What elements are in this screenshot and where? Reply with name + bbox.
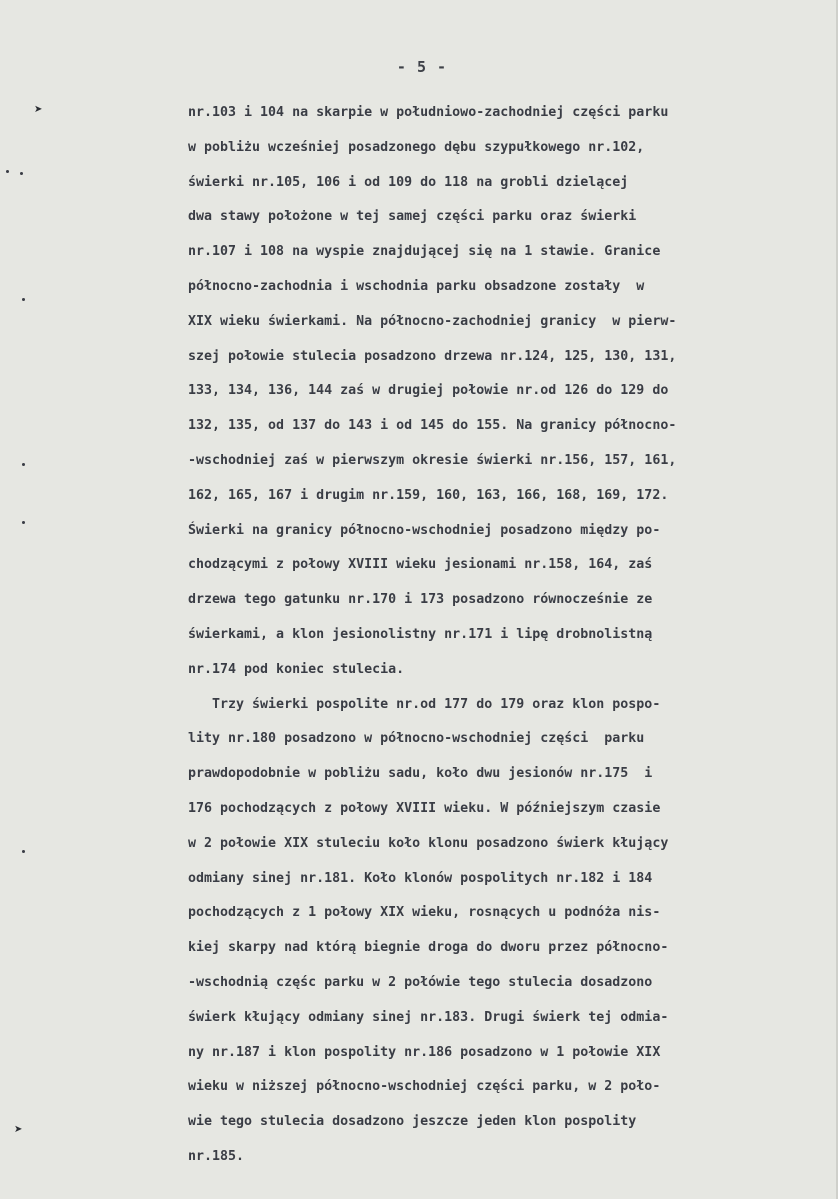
text-line: Świerki na granicy północno-wschodniej posadzono między po-	[188, 522, 661, 538]
text-line: nr.185.	[188, 1148, 245, 1164]
text-line: świerk kłujący odmiany sinej nr.183. Drugi świerk tej odmia-	[188, 1009, 669, 1025]
margin-dot	[6, 170, 9, 173]
text-line: chodzącymi z połowy XVIII wieku jesionami nr.158, 164, zaś	[188, 557, 653, 573]
text-line: prawdopodobnie w pobliżu sadu, koło dwu jesionów nr.175 i	[188, 766, 653, 782]
paragraph-1	[188, 96, 828, 688]
text-line: świerkami, a klon jesionolistny nr.171 i lipę drobnolistną	[188, 626, 653, 642]
margin-tick-mark: ➤	[34, 104, 43, 115]
text-line: świerki nr.105, 106 i od 109 do 118 na grobli dzielącej	[188, 174, 629, 190]
text-line: -wschodnią częśc parku w 2 połówie tego stulecia dosadzono	[188, 974, 653, 990]
margin-dot	[22, 298, 25, 301]
margin-dot	[22, 850, 25, 853]
text-line: lity nr.180 posadzono w północno-wschodniej części parku	[188, 731, 645, 747]
text-line: kiej skarpy nad którą biegnie droga do dworu przez północno-	[188, 940, 669, 956]
page-number: - 5 -	[396, 58, 448, 76]
text-line: 162, 165, 167 i drugim nr.159, 160, 163, 166, 168, 169, 172.	[188, 487, 669, 503]
text-line: Trzy świerki pospolite nr.od 177 do 179 oraz klon pospo-	[188, 696, 661, 712]
text-line: 133, 134, 136, 144 zaś w drugiej połowie nr.od 126 do 129 do	[188, 383, 669, 399]
text-line: nr.174 pod koniec stulecia.	[188, 661, 405, 677]
margin-dot	[20, 172, 23, 175]
text-line: ny nr.187 i klon pospolity nr.186 posadzono w 1 połowie XIX	[188, 1044, 661, 1060]
margin-dot	[22, 521, 25, 524]
text-line: dwa stawy położone w tej samej części parku oraz świerki	[188, 209, 637, 225]
text-line: wie tego stulecia dosadzono jeszcze jeden klon pospolity	[188, 1114, 637, 1130]
paragraph-2	[188, 688, 828, 1175]
text-line: XIX wieku świerkami. Na północno-zachodniej granicy w pierw-	[188, 313, 677, 329]
margin-tick-mark: ➤	[14, 1124, 23, 1135]
text-line: 176 pochodzących z połowy XVIII wieku. W późniejszym czasie	[188, 800, 661, 816]
text-line: drzewa tego gatunku nr.170 i 173 posadzono równocześnie ze	[188, 592, 653, 608]
text-line: pochodzących z 1 połowy XIX wieku, rosnących u podnóża nis-	[188, 905, 661, 921]
document-body	[188, 96, 828, 1175]
text-line: 132, 135, od 137 do 143 i od 145 do 155. Na granicy północno-	[188, 418, 677, 434]
text-line: w 2 połowie XIX stuleciu koło klonu posadzono świerk kłujący	[188, 835, 669, 851]
text-line: nr.103 i 104 na skarpie w południowo-zachodniej części parku	[188, 105, 669, 120]
text-line: nr.107 i 108 na wyspie znajdującej się na 1 stawie. Granice	[188, 244, 661, 260]
margin-dot	[22, 463, 25, 466]
text-line: szej połowie stulecia posadzono drzewa nr.124, 125, 130, 131,	[188, 348, 677, 364]
text-line: północno-zachodnia i wschodnia parku obsadzone zostały w	[188, 278, 645, 294]
text-line: wieku w niższej północno-wschodniej części parku, w 2 poło-	[188, 1079, 661, 1095]
text-line: -wschodniej zaś w pierwszym okresie świerki nr.156, 157, 161,	[188, 452, 677, 468]
text-line: w pobliżu wcześniej posadzonego dębu szypułkowego nr.102,	[188, 139, 645, 155]
text-line: odmiany sinej nr.181. Koło klonów pospolitych nr.182 i 184	[188, 870, 653, 886]
